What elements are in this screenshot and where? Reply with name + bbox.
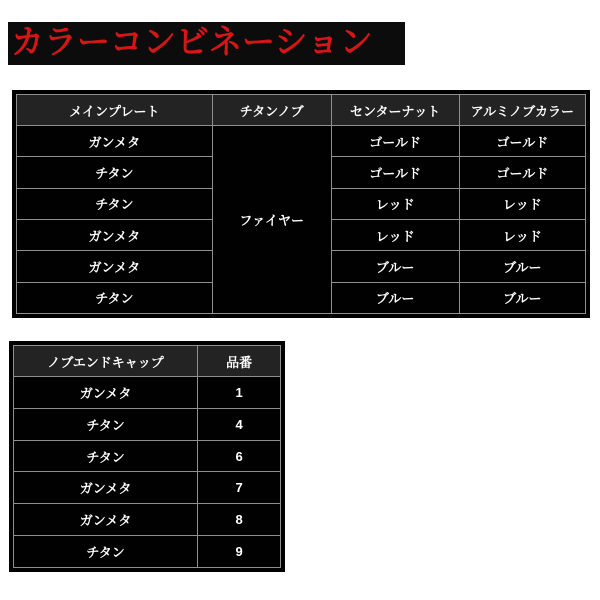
part-number-header-row [14, 346, 281, 377]
cell-main-plate: ガンメタ [17, 251, 213, 282]
cell-center-nut: ブルー [331, 282, 459, 313]
column-header-knob-end-cap: ノブエンドキャップ [14, 346, 198, 377]
cell-center-nut: レッド [331, 188, 459, 219]
cell-part-number: 7 [198, 472, 281, 504]
cell-alumi-knob-color: レッド [459, 188, 585, 219]
cell-part-number: 9 [198, 536, 281, 568]
cell-part-number: 1 [198, 377, 281, 409]
page-title-text: カラーコンビネーション [11, 25, 373, 61]
cell-main-plate: ガンメタ [17, 219, 213, 250]
cell-titan-knob-merged: ファイヤー [212, 126, 331, 314]
cell-main-plate: チタン [17, 188, 213, 219]
cell-main-plate: チタン [17, 157, 213, 188]
table-row [14, 472, 281, 504]
column-header-main-plate: メインプレート [17, 95, 213, 126]
cell-main-plate: ガンメタ [17, 126, 213, 157]
column-header-alumi-knob-color: アルミノブカラー [459, 95, 585, 126]
combination-header-row [17, 95, 586, 126]
table-row [14, 440, 281, 472]
table-row [14, 408, 281, 440]
cell-knob-end-cap: ガンメタ [14, 377, 198, 409]
table-row [14, 377, 281, 409]
cell-center-nut: ブルー [331, 251, 459, 282]
cell-alumi-knob-color: ブルー [459, 282, 585, 313]
column-header-part-number: 品番 [198, 346, 281, 377]
color-combination-table [12, 90, 590, 318]
page-title [8, 22, 405, 65]
cell-knob-end-cap: チタン [14, 536, 198, 568]
cell-part-number: 8 [198, 504, 281, 536]
table-row [14, 504, 281, 536]
cell-knob-end-cap: チタン [14, 408, 198, 440]
cell-center-nut: レッド [331, 219, 459, 250]
part-number-table [9, 341, 285, 572]
cell-knob-end-cap: ガンメタ [14, 472, 198, 504]
cell-alumi-knob-color: ブルー [459, 251, 585, 282]
cell-knob-end-cap: ガンメタ [14, 504, 198, 536]
cell-part-number: 4 [198, 408, 281, 440]
cell-main-plate: チタン [17, 282, 213, 313]
cell-alumi-knob-color: ゴールド [459, 157, 585, 188]
column-header-center-nut: センターナット [331, 95, 459, 126]
cell-alumi-knob-color: ゴールド [459, 126, 585, 157]
cell-alumi-knob-color: レッド [459, 219, 585, 250]
cell-center-nut: ゴールド [331, 126, 459, 157]
cell-knob-end-cap: チタン [14, 440, 198, 472]
cell-part-number: 6 [198, 440, 281, 472]
cell-center-nut: ゴールド [331, 157, 459, 188]
table-row [14, 536, 281, 568]
table-row [17, 126, 586, 157]
column-header-titan-knob: チタンノブ [212, 95, 331, 126]
